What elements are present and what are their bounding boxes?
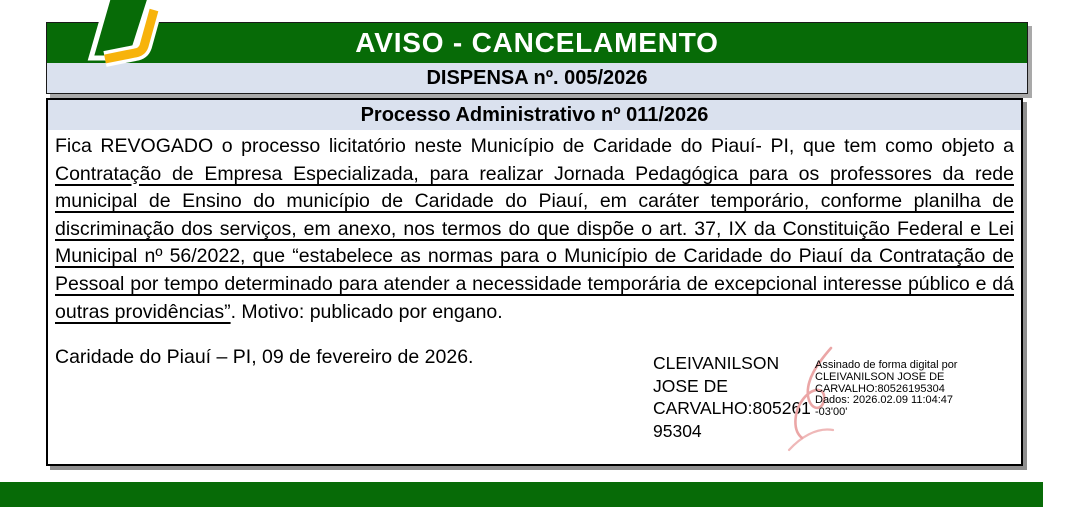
signer-name: CLEIVANILSON JOSE DE CARVALHO:80526195304 <box>653 353 811 441</box>
dispensa-number: DISPENSA nº. 005/2026 <box>426 66 648 89</box>
municipal-logo-graphic <box>78 0 168 72</box>
banner-title-bar <box>47 23 1027 63</box>
body-paragraph <box>55 133 1014 326</box>
digital-signature-block <box>653 348 1018 456</box>
banner-subtitle-bar <box>47 63 1027 93</box>
body-text-suffix: . Motivo: publicado por engano. <box>230 300 503 323</box>
date-line: Caridade do Piauí – PI, 09 de fevereiro de 2026. <box>55 346 474 369</box>
body-text-underlined: Contratação de Empresa Especializada, para realizar Jornada Pedagógica para os professores da rede municipal de Ensino do município de Caridade do Piauí, em caráter temporário, conforme planilha de discriminação dos serviços, em anexo, nos termos do que dispõe o art. 37, IX da Constituição Federal e Lei Municipal nº 56/2022, que “estabelece as normas para o Município de Caridade do Piauí da Contratação de Pessoal por tempo determinado para atender a necessidade temporária de excepcional interesse público e dá outras providências” <box>55 162 1014 323</box>
document-box <box>46 98 1023 466</box>
municipal-logo-icon <box>78 0 168 77</box>
body-text-prefix: Fica REVOGADO o processo licitatório neste Município de Caridade do Piauí- PI, que tem como objeto a <box>55 135 1014 157</box>
process-header: Processo Administrativo nº 011/2026 <box>48 100 1021 130</box>
signature-details: Assinado de forma digital por CLEIVANILSON JOSE DE CARVALHO:80526195304 Dados: 2026.02.09 11:04:47 -03'00' <box>815 359 958 419</box>
notice-banner <box>46 22 1028 94</box>
notice-title: AVISO - CANCELAMENTO <box>355 27 719 58</box>
footer-green-bar <box>0 482 1043 507</box>
